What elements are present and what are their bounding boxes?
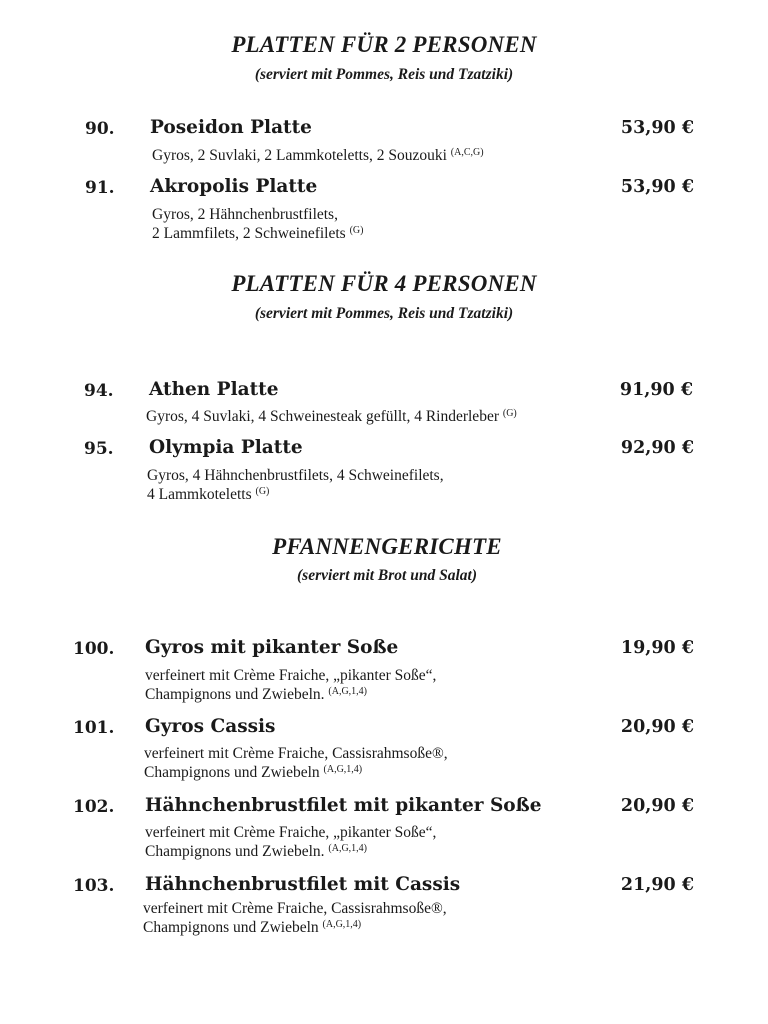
item-name: Athen Platte [149,379,279,400]
item-price: 20,90 € [620,796,694,816]
allergen-codes: (A,C,G) [450,147,484,158]
section-subtitle: (serviert mit Brot und Salat) [297,567,477,584]
item-price: 53,90 € [620,118,694,138]
item-description: verfeinert mit Crème Fraiche, Cassisrahmsoße®, Champignons und Zwiebeln $^{(A,G,1,4)}$ [143,900,447,936]
item-number: 100. [73,639,115,659]
item-name: Gyros mit pikanter Soße [145,637,399,658]
item-price: 19,90 € [620,638,694,658]
allergen-codes: (A,G,1,4) [322,919,362,930]
item-name: Olympia Platte [149,437,303,458]
item-name: Akropolis Platte [150,176,318,197]
item-description: Gyros, 2 Hähnchenbrustfilets, 2 Lammfilets, 2 Schweinefilets $^{(G)}$ [152,206,364,242]
item-description: verfeinert mit Crème Fraiche, „pikanter Soße“, Champignons und Zwiebeln. $^{(A,G,1,4)}$ [145,824,437,860]
section-subtitle: (serviert mit Pommes, Reis und Tzatziki) [254,305,514,322]
section-title: PFANNENGERICHTE [272,534,502,559]
item-number: 90. [85,119,115,139]
allergen-codes: (A,G,1,4) [328,686,368,697]
item-description: verfeinert mit Crème Fraiche, Cassisrahmsoße®, Champignons und Zwiebeln $^{(A,G,1,4)}$ [144,745,448,781]
item-name: Poseidon Platte [150,117,312,138]
item-price: 53,90 € [620,177,694,197]
allergen-codes: (A,G,1,4) [323,764,363,775]
allergen-codes: (G) [502,408,517,419]
item-name: Hähnchenbrustfilet mit pikanter Soße [145,795,542,816]
item-price: 21,90 € [620,875,694,895]
section-title: PLATTEN FÜR 4 PERSONEN [231,271,537,296]
item-description: Gyros, 2 Suvlaki, 2 Lammkoteletts, 2 Souzouki $^{(A,C,G)}$ [152,147,484,164]
section-subtitle: (serviert mit Pommes, Reis und Tzatziki) [254,66,514,83]
item-description: Gyros, 4 Hähnchenbrustfilets, 4 Schweinefilets, 4 Lammkoteletts $^{(G)}$ [147,467,444,503]
item-price: 20,90 € [620,717,694,737]
item-description: verfeinert mit Crème Fraiche, „pikanter Soße“, Champignons und Zwiebeln. $^{(A,G,1,4)}$ [145,667,437,703]
allergen-codes: (G) [349,225,364,236]
item-number: 102. [73,797,115,817]
section-title: PLATTEN FÜR 2 PERSONEN [231,32,537,57]
item-number: 91. [85,178,115,198]
item-price: 91,90 € [619,380,693,400]
item-name: Gyros Cassis [145,716,276,737]
item-number: 103. [73,876,115,896]
item-description: Gyros, 4 Suvlaki, 4 Schweinesteak gefüllt, 4 Rinderleber $^{(G)}$ [146,408,517,425]
allergen-codes: (G) [255,486,270,497]
item-number: 95. [84,439,114,459]
item-name: Hähnchenbrustfilet mit Cassis [145,874,461,895]
allergen-codes: (A,G,1,4) [328,843,368,854]
item-number: 94. [84,381,114,401]
item-number: 101. [73,718,115,738]
item-price: 92,90 € [620,438,694,458]
